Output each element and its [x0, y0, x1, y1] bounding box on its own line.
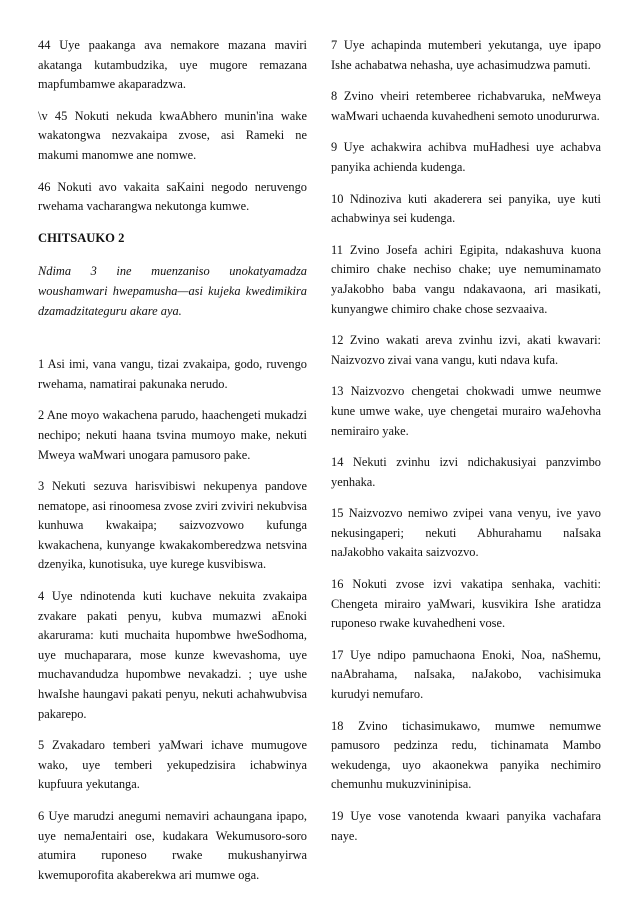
- verse-paragraph: 19 Uye vose vanotenda kwaari panyika vachafara naye.: [331, 809, 601, 843]
- verse-paragraph: 8 Zvino vheiri retemberee richabvaruka, neMweya waMwari uchaenda kuvahedheni semoto unodururwa.: [331, 89, 601, 123]
- verse-paragraph: 5 Zvakadaro temberi yaMwari ichave mumugove wako, uye temberi yekupedzisira ichabwinya kupfuura yekutanga.: [38, 738, 307, 792]
- verse-paragraph: 6 Uye marudzi anegumi nemaviri achaungana ipapo, uye nemaJentairi ose, kudakara Wekumusoro-soro atumira ruponeso rwake mukushanyirwa kwemuporofita akaberekwa ari mumwe oga.: [38, 809, 307, 882]
- verse-paragraph: 46 Nokuti avo vakaita saKaini negodo neruvengo rwehama vacharangwa nekutonga kumwe.: [38, 179, 307, 214]
- verse-paragraph: 11 Zvino Josefa achiri Egipita, ndakashuva kuona chimiro chake nechiso chake; uye nemuminamato yaJakobho baba vangu ndakavaona, ari masikati, kunyangwe chimiro chake chose sezvaaiva.: [331, 242, 601, 316]
- verse-paragraph: 18 Zvino tichasimukawo, mumwe nemumwe pamusoro pedzinza redu, tichinamata Mambo wekudenga, uyo akaonekwa panyika nechimiro chemunhu mukuzvininipisa.: [331, 718, 601, 792]
- verse-paragraph: 13 Naizvozvo chengetai chokwadi umwe neumwe kune umwe wake, uye chengetai murairo waJehovha nemirairo yake.: [331, 384, 601, 438]
- verse-paragraph: 1 Asi imi, vana vangu, tizai zvakaipa, godo, ruvengo rwehama, namatirai pakunaka nerudo.: [38, 357, 307, 391]
- verse-paragraph: 17 Uye ndipo pamuchaona Enoki, Noa, naShemu, naAbrahama, naIsaka, naJakobo, vachisimuka kurudyi nemufaro.: [331, 647, 601, 702]
- verse-paragraph: 4 Uye ndinotenda kuti kuchave nekuita zvakaipa zvakare pakati penyu, kubva mumazwi aEnoki akarurama: kuti muchaita hupombwe hweSodhoma, uye muchaparara, mose kunze kwevashoma, uye muchavandudza hupombwe nevakadzi. ; uye ushe hwaIshe haungavi pakati penyu, nekuti achahwubvisa pakarepo.: [38, 589, 307, 721]
- verse-paragraph: 12 Zvino wakati areva zvinhu izvi, akati kwavari: Naizvozvo zivai vana vangu, kuti ndava kufa.: [331, 333, 601, 367]
- verse-paragraph: 10 Ndinoziva kuti akaderera sei panyika, uye kuti achabwinya sei kudenga.: [331, 191, 601, 226]
- verse-paragraph: 44 Uye paakanga ava nemakore mazana maviri akatanga kutambudzika, uye mugore remazana mapfumbamwe akaparadzwa.: [38, 38, 307, 92]
- verse-paragraph: 15 Naizvozvo nemiwo zvipei vana venyu, ive yavo nekusingaperi; nekuti Abhurahamu naIsaka naJakobho vakaita saizvozvo.: [331, 506, 601, 560]
- verse-paragraph: 9 Uye achakwira achibva muHadhesi uye achabva panyika achienda kudenga.: [331, 140, 601, 174]
- left-column: [38, 36, 307, 897]
- verse-paragraph: 2 Ane moyo wakachena parudo, haachengeti mukadzi nechipo; nekuti haana tsvina mumoyo make, nekuti Mweya waMwari unogara pamusoro pake.: [38, 408, 307, 462]
- verse-paragraph: 14 Nekuti zvinhu izvi ndichakusiyai panzvimbo yenhaka.: [331, 455, 601, 489]
- chapter-intro: Ndima 3 ine muenzaniso unokatyamadza woushamwari hwepamusha—asi kujeka kwedimikira dzamadzitateguru akare aya.: [38, 264, 307, 318]
- verse-paragraph: 16 Nokuti zvose izvi vakatipa senhaka, vachiti: Chengeta mirairo yaMwari, kusvikira Ishe aratidza ruponeso rwake kuvahedheni vose.: [331, 577, 601, 631]
- verse-paragraph: 7 Uye achapinda mutemberi yekutanga, uye ipapo Ishe achabatwa nehasha, uye achasimudzwa pamuti.: [331, 38, 601, 72]
- verse-paragraph: 3 Nekuti sezuva harisvibiswi nekupenya pandove nematope, asi rinoomesa zvose zviri zviviri nekubvisa kunhuwa kwakaipa; saizvozvowo kufunga kwakachena, kunyange kwakakomberedzwa netsvina dzenyika, kunotisuka, uye kurege kusvibiswa.: [38, 479, 307, 572]
- verse-paragraph: \v 45 Nokuti nekuda kwaAbhero munin'ina wake wakatongwa nezvakaipa zvose, asi Rameki ne makumi manomwe ane nomwe.: [38, 108, 307, 162]
- right-column: [331, 36, 601, 858]
- chapter-heading: CHITSAUKO 2: [38, 230, 125, 245]
